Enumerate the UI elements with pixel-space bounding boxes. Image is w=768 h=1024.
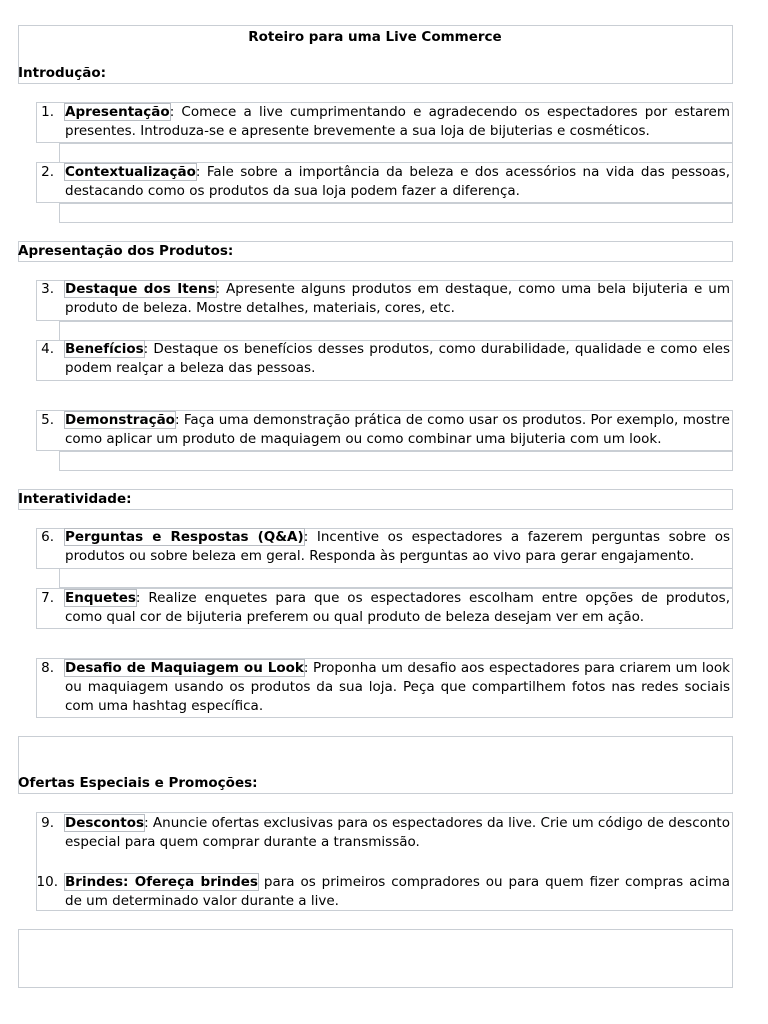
document-title: Roteiro para uma Live Commerce [248, 29, 502, 45]
list-item [65, 528, 730, 566]
list-item [65, 163, 730, 201]
item-text: : Comece a live cumprimentando e agradecendo os espectadores por estarem presentes. Introduza-se e apresente brevemente a sua loja de bijuterias e cosméticos. [65, 104, 730, 139]
item-number: 3. [41, 281, 54, 297]
item-number: 4. [41, 341, 54, 357]
item-number: 10. [36, 874, 58, 890]
item-text: : Fale sobre a importância da beleza e dos acessórios na vida das pessoas, destacando como os produtos da sua loja podem fazer a diferença. [65, 164, 730, 199]
item-3-spacer-box [59, 321, 733, 341]
item-term: Destaque dos Itens [65, 281, 216, 297]
item-text: : Incentive os espectadores a fazerem perguntas sobre os produtos ou sobre beleza em geral. Responda às perguntas ao vivo para gerar engajamento. [65, 529, 730, 564]
item-term: Benefícios [65, 341, 144, 357]
empty-field-box [18, 929, 733, 988]
item-text: : Anuncie ofertas exclusivas para os espectadores da live. Crie um código de desconto especial para quem comprar durante a transmissão. [65, 815, 730, 850]
item-number: 5. [41, 412, 54, 428]
section-heading-introducao: Introdução: [18, 65, 107, 81]
list-item [65, 814, 730, 852]
list-item [65, 411, 730, 449]
item-number: 6. [41, 529, 54, 545]
section-heading-interatividade: Interatividade: [18, 491, 132, 507]
list-item [65, 280, 730, 318]
item-6-spacer-box [59, 568, 733, 588]
list-item [65, 340, 730, 378]
section-heading-apresentacao-produtos: Apresentação dos Produtos: [18, 243, 234, 259]
item-number: 1. [41, 104, 54, 120]
item-term: Brindes: Ofereça brindes [65, 874, 258, 890]
item-2-spacer-box [59, 203, 733, 223]
list-item [65, 103, 730, 141]
item-number: 2. [41, 164, 54, 180]
item-number: 8. [41, 660, 54, 676]
list-item [65, 589, 730, 627]
item-term: Enquetes [65, 590, 136, 606]
item-term: Demonstração [65, 412, 175, 428]
item-number: 7. [41, 590, 54, 606]
item-term: Contextualização [65, 164, 196, 180]
item-text: : Faça uma demonstração prática de como usar os produtos. Por exemplo, mostre como aplicar um produto de maquiagem ou como combinar uma bijuteria com um look. [65, 412, 730, 447]
item-text: : Destaque os benefícios desses produtos, como durabilidade, qualidade e como eles podem realçar a beleza das pessoas. [65, 341, 730, 376]
item-text: : Apresente alguns produtos em destaque, como uma bela bijuteria e um produto de beleza. Mostre detalhes, materiais, cores, etc. [65, 281, 731, 316]
item-term: Perguntas e Respostas (Q&A) [65, 529, 304, 545]
item-term: Desafio de Maquiagem ou Look [65, 660, 304, 676]
item-5-spacer-box [59, 451, 733, 471]
item-text: : Proponha um desafio aos espectadores para criarem um look ou maquiagem usando os produtos da sua loja. Peça que compartilhem fotos nas redes sociais com uma hashtag específica. [65, 660, 730, 714]
item-number: 9. [41, 815, 54, 831]
item-text: : Realize enquetes para que os espectadores escolham entre opções de produtos, como qual cor de bijuteria preferem ou qual produto de beleza desejam ver em ação. [65, 590, 730, 625]
item-term: Apresentação [65, 104, 170, 120]
item-term: Descontos [65, 815, 145, 831]
list-item [65, 873, 730, 911]
item-1-spacer-box [59, 143, 733, 163]
section-heading-ofertas: Ofertas Especiais e Promoções: [18, 775, 258, 791]
item-text: para os primeiros compradores ou para quem fizer compras acima de um determinado valor durante a live. [65, 874, 731, 909]
list-item [65, 659, 730, 716]
